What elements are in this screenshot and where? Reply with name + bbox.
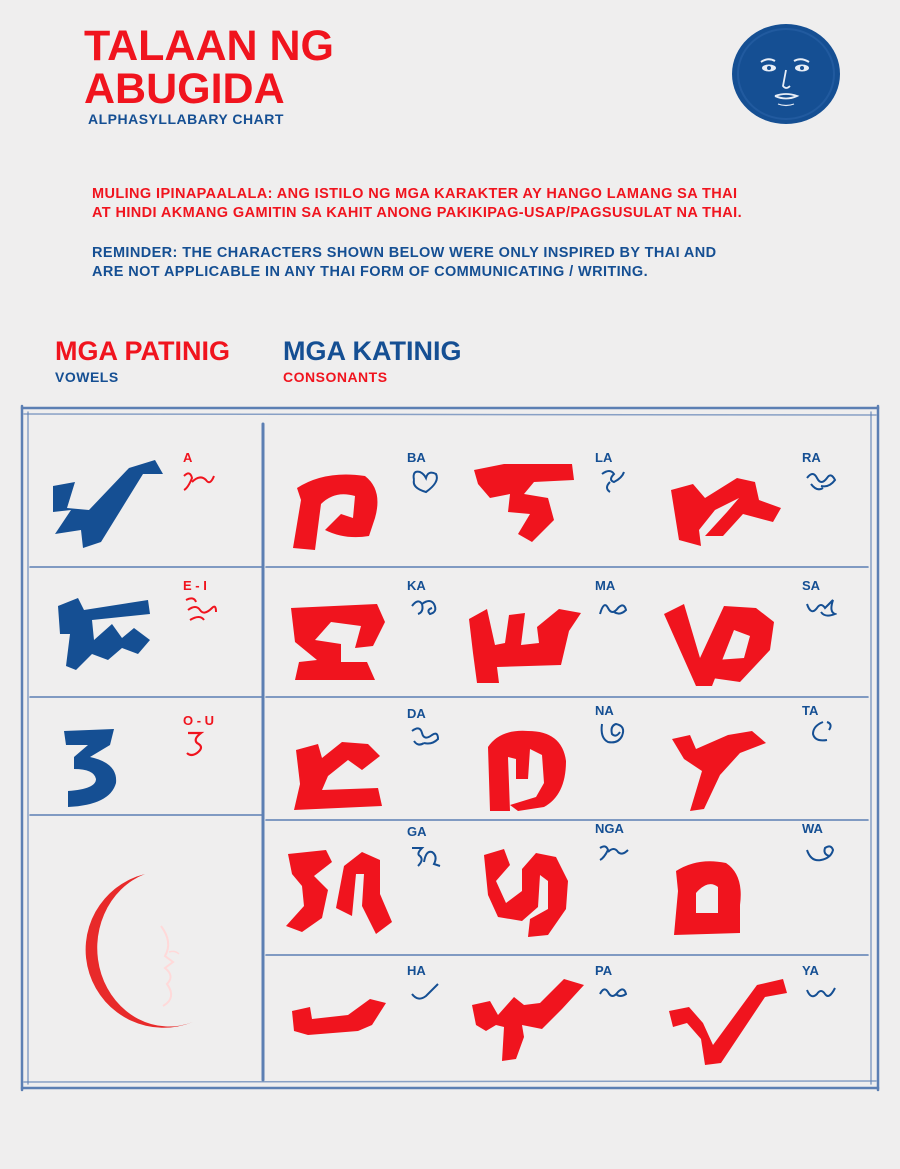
baybayin-e-i-small-icon: [182, 594, 220, 624]
consonant-label-na: NA: [595, 703, 614, 718]
page-subtitle: ALPHASYLLABARY CHART: [88, 111, 284, 127]
notice-english-line: ARE NOT APPLICABLE IN ANY THAI FORM OF COMMUNICATING / WRITING.: [92, 264, 649, 280]
consonant-ra-large-glyph: [665, 470, 783, 550]
vowel-a-large-glyph: [45, 452, 170, 557]
baybayin-ta-small-icon: [803, 718, 837, 748]
baybayin-da-small-icon: [408, 721, 442, 751]
consonant-nga-large-glyph: [478, 845, 573, 940]
consonant-ga-large-glyph: [282, 846, 394, 938]
notice-english-line: REMINDER: THE CHARACTERS SHOWN BELOW WERE ONLY INSPIRED BY THAI AND: [92, 245, 717, 261]
crescent-moon-face-icon: [65, 872, 225, 1032]
baybayin-sa-small-icon: [803, 594, 837, 624]
baybayin-ma-small-icon: [596, 594, 630, 624]
vowels-subheading: VOWELS: [55, 369, 119, 385]
consonant-ta-large-glyph: [668, 725, 768, 815]
consonant-label-ha: HA: [407, 963, 426, 978]
baybayin-a-small-icon: [180, 468, 218, 496]
baybayin-ha-small-icon: [408, 980, 442, 1004]
baybayin-o-u-small-icon: [183, 729, 209, 759]
baybayin-ra-small-icon: [803, 466, 837, 496]
vowel-e-i-large-glyph: [52, 594, 157, 674]
consonant-sa-large-glyph: [660, 600, 780, 690]
consonant-label-la: LA: [595, 450, 613, 465]
vowels-heading: MGA PATINIG: [55, 336, 230, 366]
consonant-label-ka: KA: [407, 578, 426, 593]
consonant-pa-large-glyph: [468, 975, 588, 1067]
vowel-o-u-large-glyph: [60, 727, 122, 809]
baybayin-ba-small-icon: [408, 466, 442, 496]
consonant-na-large-glyph: [480, 725, 570, 813]
consonant-label-wa: WA: [802, 821, 823, 836]
consonant-label-pa: PA: [595, 963, 613, 978]
consonant-ha-large-glyph: [288, 995, 388, 1040]
consonant-label-ma: MA: [595, 578, 616, 593]
consonants-subheading: CONSONANTS: [283, 369, 388, 385]
baybayin-wa-small-icon: [803, 838, 837, 868]
baybayin-ka-small-icon: [408, 594, 442, 624]
consonant-ya-large-glyph: [665, 975, 790, 1070]
consonant-ba-large-glyph: [285, 470, 385, 555]
consonant-label-ya: YA: [802, 963, 819, 978]
consonant-label-ra: RA: [802, 450, 821, 465]
notice-tagalog-line: AT HINDI AKMANG GAMITIN SA KAHIT ANONG PAKIKIPAG-USAP/PAGSUSULAT NA THAI.: [92, 205, 742, 221]
consonant-wa-large-glyph: [668, 855, 748, 940]
baybayin-na-small-icon: [596, 718, 630, 748]
baybayin-pa-small-icon: [596, 980, 630, 1004]
consonant-label-nga: NGA: [595, 821, 624, 836]
consonants-heading: MGA KATINIG: [283, 336, 462, 366]
baybayin-ya-small-icon: [803, 980, 837, 1004]
page-title-line-1: TALAAN NG: [84, 22, 335, 70]
consonant-ma-large-glyph: [465, 605, 585, 685]
notice-tagalog-line: MULING IPINAPAALALA: ANG ISTILO NG MGA KARAKTER AY HANGO LAMANG SA THAI: [92, 186, 738, 202]
consonant-label-ga: GA: [407, 824, 427, 839]
page-title-line-2: ABUGIDA: [84, 65, 285, 113]
vowel-label-o-u: O - U: [183, 713, 215, 728]
consonant-label-da: DA: [407, 706, 426, 721]
baybayin-la-small-icon: [596, 466, 630, 496]
baybayin-ga-small-icon: [408, 842, 442, 872]
consonant-la-large-glyph: [470, 460, 580, 555]
consonant-label-sa: SA: [802, 578, 821, 593]
baybayin-nga-small-icon: [596, 838, 630, 868]
consonant-da-large-glyph: [288, 730, 386, 812]
consonant-label-ba: BA: [407, 450, 426, 465]
consonant-label-ta: TA: [802, 703, 819, 718]
consonant-ka-large-glyph: [285, 600, 390, 685]
vowel-label-e-i: E - I: [183, 578, 207, 593]
vowel-label-a: A: [183, 450, 193, 465]
